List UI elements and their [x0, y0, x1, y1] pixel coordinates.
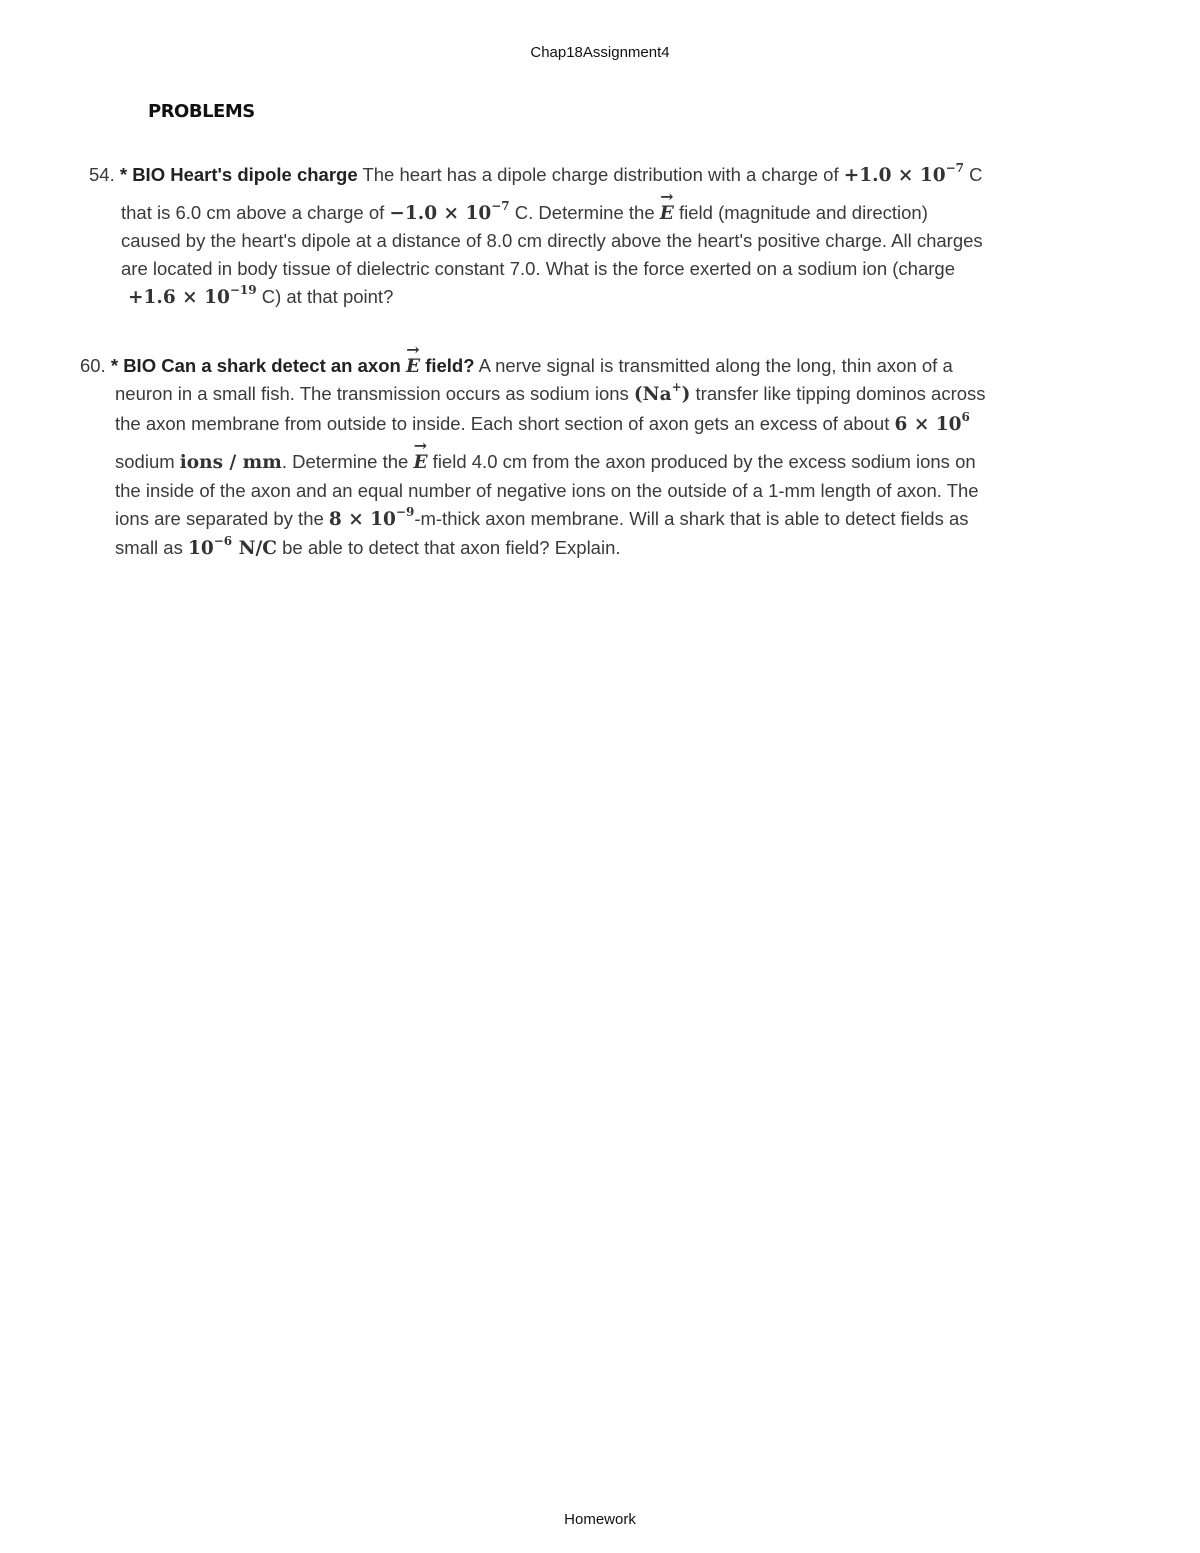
- problem-line: that is 6.0 cm above a charge of $-1.0 \times 10^{-7}$ C. Determine the → E field (magnitude and direction): [121, 202, 928, 224]
- problem-title: * BIO Heart's dipole charge: [119, 164, 358, 185]
- vector-e-symbol: → E: [413, 452, 427, 473]
- section-heading: PROBLEMS: [148, 101, 255, 122]
- problem-line: caused by the heart's dipole at a distance of 8.0 cm directly above the heart's positive charge. All charges: [121, 230, 983, 251]
- problem-line: 60. * BIO Can a shark detect an axon → E field? A nerve signal is transmitted along the long, thin axon of a: [80, 355, 953, 377]
- vector-e-symbol: → E: [406, 356, 420, 377]
- problem-number: 54.: [89, 164, 115, 185]
- problem-number: 60.: [80, 355, 106, 376]
- page-footer: Homework: [564, 1511, 636, 1528]
- vector-e-symbol: → E: [660, 203, 674, 224]
- problem-line: are located in body tissue of dielectric constant 7.0. What is the force exerted on a sodium ion (charge: [121, 258, 955, 279]
- problem-line: the inside of the axon and an equal number of negative ions on the outside of a 1-mm length of axon. The: [115, 480, 979, 501]
- problem-line: $+1.6 \times 10^{-19}$ C) at that point?: [128, 283, 394, 308]
- problem-line: ions are separated by the $8 \times 10^{-9}-m$-thick axon membrane. Will a shark that is able to detect fields as: [115, 505, 969, 530]
- problem-line: the axon membrane from outside to inside. Each short section of axon gets an excess of about $6 \times 10^6$: [115, 410, 970, 435]
- problem-line: small as $10^{-6}$ N/C be able to detect that axon field? Explain.: [115, 534, 621, 559]
- page-header: Chap18Assignment4: [530, 44, 670, 61]
- problem-line: 54. * BIO Heart's dipole charge The heart has a dipole charge distribution with a charge of $+1.0 \times 10^{-7}$ C: [89, 161, 983, 186]
- problem-title: * BIO Can a shark detect an axon: [110, 355, 401, 376]
- problem-line: sodium ions / mm. Determine the → E field 4.0 cm from the axon produced by the excess sodium ions on: [115, 451, 976, 473]
- problem-line: neuron in a small fish. The transmission occurs as sodium ions (Na+) transfer like tipping dominos across: [115, 380, 986, 405]
